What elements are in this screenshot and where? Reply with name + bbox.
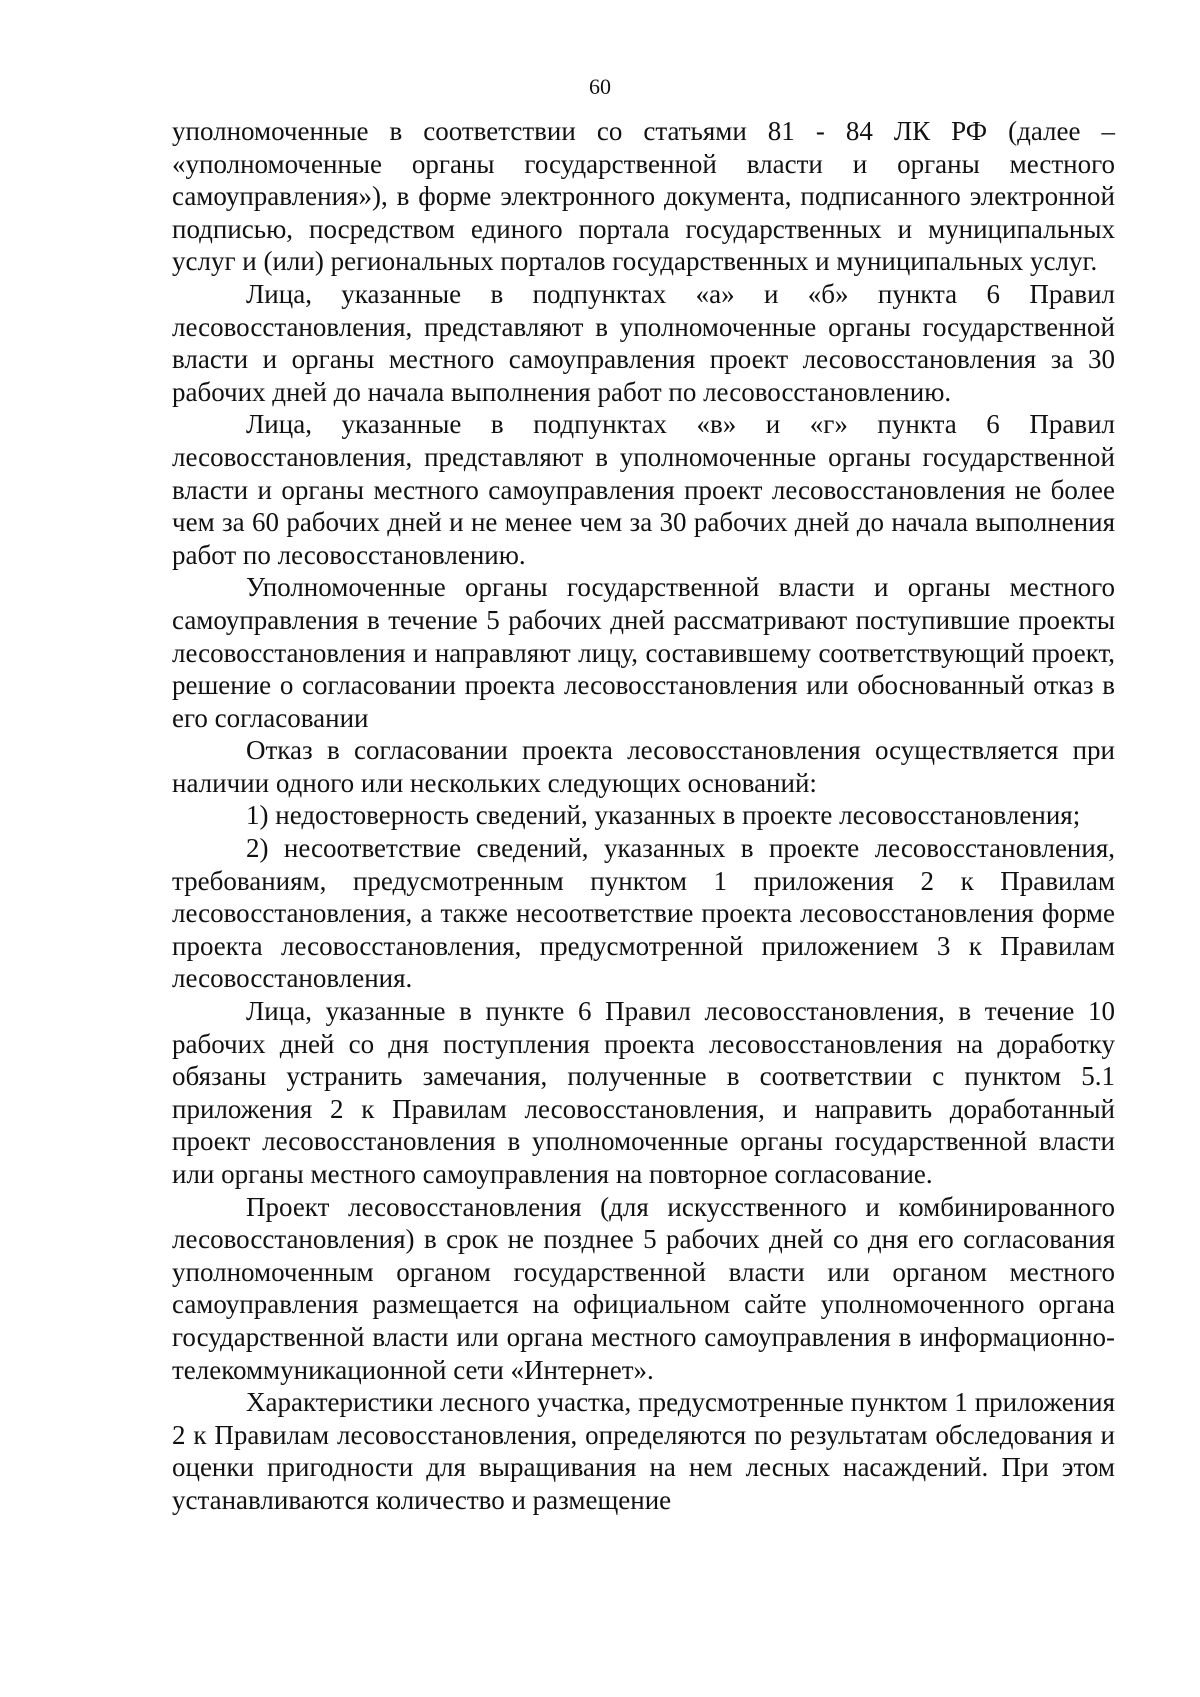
page-number: 60 xyxy=(589,74,611,99)
paragraph: Отказ в согласовании проекта лесовосстановления осуществляется при наличии одного или нескольких следующих оснований: xyxy=(172,735,1115,798)
document-body xyxy=(172,115,1115,1517)
list-item: 1) недостоверность сведений, указанных в проекте лесовосстановления; xyxy=(246,800,1081,831)
paragraph: Лица, указанные в подпунктах «а» и «б» пункта 6 Правил лесовосстановления, представляют в уполномоченные органы государственной власти и органы местного самоуправления проект лесовосстановления за 30 рабочих дней до начала выполнения работ по лесовосстановлению. xyxy=(172,278,1115,407)
paragraph: Проект лесовосстановления (для искусственного и комбинированного лесовосстановления) в срок не позднее 5 рабочих дней со дня его согласования уполномоченным органом государственной власти или органом местного самоуправления размещается на официальном сайте уполномоченного органа государственной власти или органа местного самоуправления в информационно-телекоммуникационной сети «Интернет». xyxy=(172,1191,1115,1385)
paragraph: Характеристики лесного участка, предусмотренные пунктом 1 приложения 2 к Правилам лесовосстановления, определяются по результатам обследования и оценки пригодности для выращивания на нем лесных насаждений. При этом устанавливаются количество и размещение xyxy=(172,1387,1115,1515)
paragraph: Уполномоченные органы государственной власти и органы местного самоуправления в течение 5 рабочих дней рассматривают поступившие проекты лесовосстановления и направляют лицу, составившему соответствующий проект, решение о согласовании проекта лесовосстановления или обоснованный отказ в его согласовании xyxy=(172,572,1115,733)
paragraph: Лица, указанные в подпунктах «в» и «г» пункта 6 Правил лесовосстановления, представляют в уполномоченные органы государственной власти и органы местного самоуправления проект лесовосстановления не более чем за 60 рабочих дней и не менее чем за 30 рабочих дней до начала выполнения работ по лесовосстановлению. xyxy=(172,409,1115,570)
list-item: 2) несоответствие сведений, указанных в проекте лесовосстановления, требованиям, предусмотренным пунктом 1 приложения 2 к Правилам лесовосстановления, а также несоответствие проекта лесовосстановления форме проекта лесовосстановления, предусмотренной приложением 3 к Правилам лесовосстановления. xyxy=(172,833,1115,994)
paragraph: Лица, указанные в пункте 6 Правил лесовосстановления, в течение 10 рабочих дней со дня поступления проекта лесовосстановления на доработку обязаны устранить замечания, полученные в соответствии с пунктом 5.1 приложения 2 к Правилам лесовосстановления, и направить доработанный проект лесовосстановления в уполномоченные органы государственной власти или органы местного самоуправления на повторное согласование. xyxy=(172,996,1115,1189)
paragraph-continuation: уполномоченные в соответствии со статьями 81 - 84 ЛК РФ (далее – «уполномоченные органы государственной власти и органы местного самоуправления»), в форме электронного документа, подписанного электронной подписью, посредством единого портала государственных и муниципальных услуг и (или) региональных порталов государственных и муниципальных услуг. xyxy=(172,116,1115,277)
